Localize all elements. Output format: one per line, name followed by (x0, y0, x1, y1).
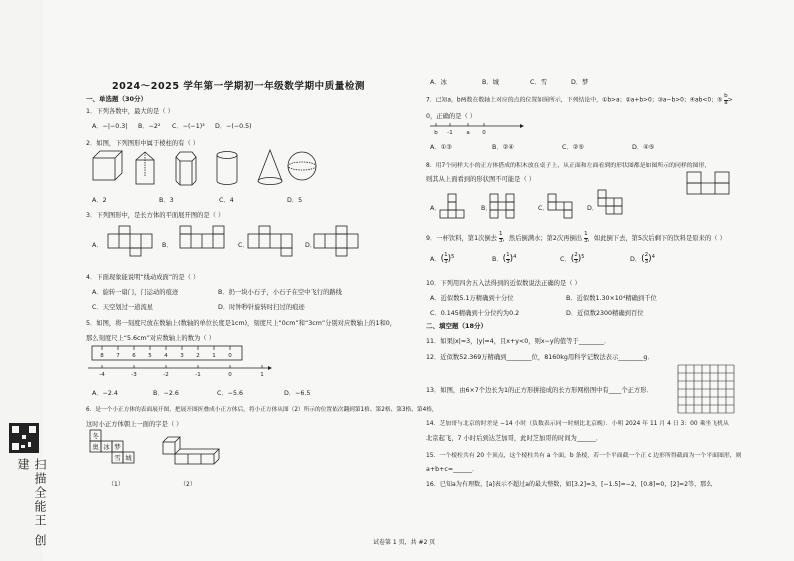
q8-stem-line2: 则其从上面看到的形状图不可能是（ ） (426, 176, 536, 183)
section-single-choice: 一、单选题（30分） (86, 95, 148, 103)
q6-stem-line2: 这时小正方体朝上一面的字是（ ） (86, 421, 183, 428)
q7-option-c: C．②⑤ (562, 144, 584, 151)
q7-stem-text: 7．已知a，b两数在数轴上对应的点的位置如图所示，下列结论中，①b>a；②a+b>0；③a−b>0；④ab<0；⑤ (426, 97, 723, 104)
qr-code-icon (9, 423, 39, 453)
q7-axis-arrow (520, 124, 524, 128)
q5-stem-line2: 那么刻度尺上“5.6cm”对应数轴上的数为（ ） (86, 335, 215, 342)
q7-fraction-den: a (724, 99, 728, 106)
q6-cell-4: 梦 (114, 443, 121, 451)
q4-stem: 4．下面现象能说明“线动成面”的是（ ） (86, 274, 200, 281)
q7-fraction-tail: > (727, 97, 733, 104)
q7-option-d: D．④⑤ (632, 144, 655, 151)
q5-stem-line1: 5．如图，将一刻度尺放在数轴上(数轴的单位长度是1cm)，刻度尺上“0cm”和“3cm”分别对应数轴上的1和0， (86, 320, 397, 327)
q9-option-a: A．( $\frac{1}{3}$ )$^5$ (430, 252, 455, 265)
q3-option-b: B． (162, 242, 173, 249)
q3-net-figures (100, 222, 410, 262)
q5-option-c: C．−5.6 (217, 390, 243, 397)
net-c-figure (248, 226, 292, 256)
hexagonal-prism-figure (176, 152, 196, 185)
net-d-figure (314, 226, 358, 256)
cylinder-figure (217, 152, 237, 185)
q6-cell-3: 冰 (103, 443, 110, 451)
q1-option-a: A．−|−0.3| (92, 123, 128, 130)
q9-fraction-den-2: 3 (584, 237, 588, 244)
q9-stem-part3: ，如此倒下去，第5次后剩下的饮料是原来的（ ） (587, 235, 726, 242)
axis-label: 1 (260, 372, 264, 378)
q6-cube-net-figures (88, 428, 248, 488)
q6-option-a: A．冰 (430, 79, 447, 86)
ruler-label: 3 (180, 353, 184, 359)
q9-option-b: B．( $\frac{1}{3}$ )$^4$ (492, 252, 517, 265)
q15-stem-line1: 15．一个棱柱共有 20 个顶点，这个棱柱共有 a 个面，b 条棱，若一个平面截一个正 c 边形所得截面为一个平面图形，则 (426, 453, 742, 459)
ruler-label: 1 (212, 353, 216, 359)
q6-cell-1: 冬 (92, 432, 99, 440)
q6-option-c: C．雪 (530, 79, 547, 86)
q9-stem (426, 232, 726, 244)
cube-figure (93, 151, 122, 180)
q8-stem-line1: 8．用7个同样大小的正方体搭成的积木放在桌子上，从正面和左面看到的形状图都是如图所示的同样的图形， (426, 163, 711, 169)
q9-stem-part2: ，然后倒满水；第2次再倒出 (502, 235, 583, 242)
q8-option-c: C． (538, 205, 549, 212)
q8-front-view-figure (686, 171, 730, 197)
scanner-watermark: 扫描全能王 创建 (16, 458, 47, 548)
q6-label-2: （2） (180, 481, 196, 488)
q8-option-a: A． (430, 205, 441, 212)
q7-option-a: A．①③ (430, 144, 452, 151)
q13-stem: 13．如图，由6×7个边长为1的正方形拼接成的长方形网格图中有____个正方形． (426, 387, 653, 394)
q5-ruler-numberline (88, 344, 278, 380)
q8-option-d: D． (587, 205, 599, 212)
q6-cell-6: 城 (125, 454, 132, 462)
q7-option-b: B．②④ (492, 144, 514, 151)
q9-fraction-num: 1 (499, 231, 503, 237)
q6-stem-line1: 6．是一个小正方体的表面展开图，把展开图折叠成小正方体后，将小正方体从图（2）所示的位置依次翻到第1格、第2格、第3格、第4格， (86, 407, 438, 413)
ruler-label: 6 (132, 353, 136, 359)
q14-stem-line2: 北京起飞，7 小时后到达芝加哥，此时芝加哥的时间为______． (426, 435, 603, 442)
q11-stem: 11．如果|x|=3，|y|=4，且x+y<0，则x−y的值等于________． (426, 338, 611, 345)
axis-label: -1 (195, 372, 201, 378)
section-fill-in: 二、填空题（18分） (426, 322, 488, 330)
q2-option-d: D．5 (287, 197, 303, 204)
page-footer: 试卷第 1 页，共 #2 页 (373, 539, 436, 546)
q7-stem-line1 (426, 94, 733, 106)
q12-stem: 12．近似数52.369万精确到________位，8160kg用科学记数法表示________g． (426, 354, 654, 361)
triangular-prism-figure (136, 152, 154, 184)
q7-point-label: -1 (447, 130, 453, 136)
q4-option-a: A．旋转一扇门，门运动的痕迹 (92, 289, 179, 296)
q9-option-c: C．( $\frac{2}{3}$ )$^5$ (560, 252, 585, 265)
q9-fraction-den: 3 (499, 237, 503, 244)
q6-label-1: （1） (108, 481, 124, 488)
ruler-label: 8 (100, 353, 104, 359)
q6-option-b: B．城 (482, 79, 499, 86)
axis-label: -2 (163, 372, 169, 378)
top-view-a (440, 194, 464, 218)
q2-stem: 2．如图，下列图形中属于棱柱的有（ ） (86, 140, 200, 147)
axis-arrow (268, 366, 272, 370)
q3-stem: 3．下列图形中，是长方体的平面展开图的是（ ） (86, 212, 225, 219)
q14-stem-line1: 14．芝加哥与北京的时差是 −14 小时（负数表示同一时刻比北京晚）．小明 2024 年 11 月 4 日 3：00 乘坐飞机从 (426, 421, 729, 427)
q3-option-c: C． (238, 242, 249, 249)
ruler-label: 0 (228, 353, 232, 359)
q9-option-d: D．( $\frac{2}{3}$ )$^4$ (630, 252, 655, 265)
q9-fraction-num-2: 1 (584, 231, 588, 237)
q7-point-label: b (434, 130, 438, 136)
net-a-figure (108, 226, 152, 256)
top-view-c (548, 194, 572, 218)
q1-option-b: B．−2² (138, 123, 161, 130)
q9-stem-part1: 9．一杯饮料，第1次倒去 (426, 235, 497, 242)
q7-point-label: 0 (482, 130, 486, 136)
q6-option-d: D．梦 (571, 79, 589, 86)
q1-stem: 1．下列各数中，最大的是（ ） (86, 108, 174, 115)
q2-option-b: B．3 (159, 197, 174, 204)
ruler-label: 5 (148, 353, 152, 359)
q7-stem-line2: 0，正确的是（ ） (426, 113, 477, 120)
q5-option-a: A．−2.4 (92, 390, 118, 397)
top-view-d (598, 190, 622, 214)
q3-option-a: A． (92, 242, 103, 249)
q7-numberline (428, 121, 528, 137)
q10-option-a: A．近似数5.1万精确到十分位 (430, 295, 514, 302)
q7-point-label: a (466, 130, 470, 136)
top-view-b (490, 194, 514, 218)
axis-label: -4 (99, 372, 105, 378)
q3-option-d: D． (305, 242, 317, 249)
q13-grid-figure (677, 364, 737, 416)
axis-label: 0 (228, 372, 232, 378)
q4-option-c: C．天空划过一道流星 (92, 304, 154, 311)
q10-option-b: B．近似数1.30×10⁴精确到千位 (566, 295, 657, 302)
q10-option-d: D．近似数2300精确到百位 (566, 310, 644, 317)
ruler-label: 4 (164, 353, 168, 359)
q5-option-d: D．−6.5 (284, 390, 311, 397)
q7-fraction-num: b (724, 93, 728, 99)
net-b-figure (180, 226, 224, 248)
q6-rolling-cube-figure (163, 437, 219, 464)
exam-title: 2024～2025 学年第一学期初一年级数学期中质量检测 (112, 81, 366, 92)
q15-stem-line2: a+b+c=______． (426, 466, 479, 473)
q10-option-c: C．0.145精确到十分位约为0.2 (430, 310, 520, 317)
ruler-label: 2 (196, 353, 200, 359)
axis-label: -3 (131, 372, 137, 378)
q1-option-d: D．−(−0.5) (215, 123, 252, 130)
q2-option-a: A．2 (92, 197, 107, 204)
q10-stem: 10．下列用四舍五入法得到的近似数说法正确的是（ ） (426, 280, 581, 287)
sphere-figure (288, 152, 316, 180)
q4-option-b: B．扔一块小石子，小石子在空中飞行的路线 (218, 289, 342, 296)
ruler-label: 7 (116, 353, 120, 359)
q2-solid-figures (90, 148, 320, 190)
q6-cell-2: 奥 (92, 443, 99, 451)
q16-stem: 16．已知a为有理数，[a]表示不超过a的最大整数，如[3.2]=3，[−1.5]=−2，[0.8]=0，[2]=2等，那么 (426, 481, 713, 488)
q2-option-c: C．4 (219, 197, 234, 204)
q8-top-view-figures (438, 188, 638, 222)
q4-option-d: D．时钟秒针旋转时扫过的痕迹 (218, 304, 305, 311)
q6-cell-5: 雪 (114, 454, 121, 462)
q1-option-c: C．−(−1)³ (172, 123, 205, 130)
q5-option-b: B．−2.6 (153, 390, 179, 397)
q8-option-b: B． (481, 205, 492, 212)
cone-figure (258, 150, 282, 185)
